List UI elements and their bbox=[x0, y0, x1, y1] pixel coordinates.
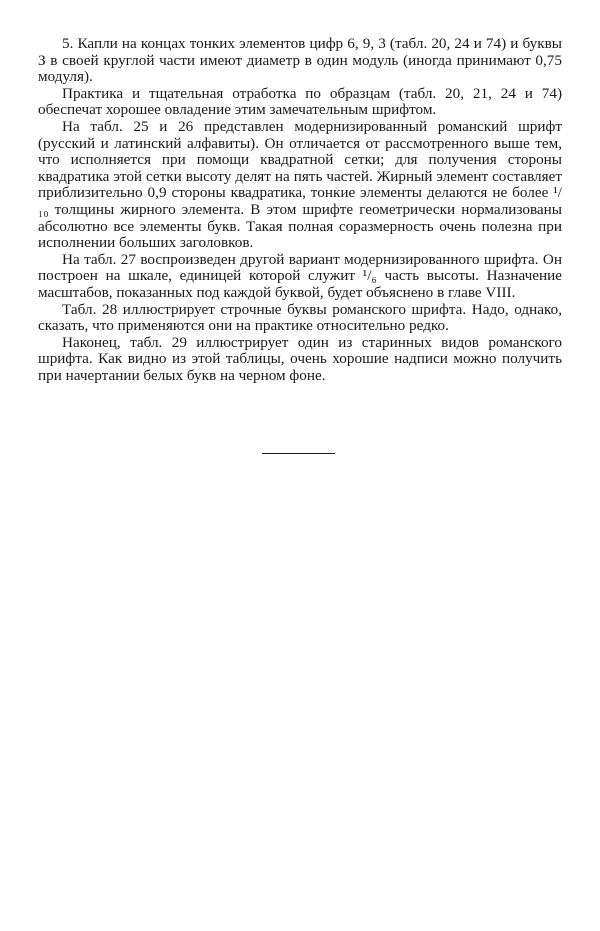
section-end-rule bbox=[262, 453, 335, 454]
paragraph-variant: На табл. 27 воспроизведен другой вариант модернизированного шрифта. Он построен на шкале, единицей которой служит ¹/₆ часть высоты. Назначение масштабов, показанных под каждой буквой, будет объяснено в главе VIII. bbox=[38, 250, 562, 301]
body-text bbox=[38, 36, 562, 384]
paragraph-practice: Практика и тщательная отработка по образцам (табл. 20, 21, 24 и 74) обеспечат хорошее овладение этим замечательным шрифтом. bbox=[38, 84, 562, 119]
paragraph-capli: 5. Капли на концах тонких элементов цифр 6, 9, 3 (табл. 20, 24 и 74) и буквы З в своей круглой части имеют диаметр в один модуль (иногда принимают 0,75 модуля). bbox=[38, 35, 562, 86]
paragraph-modernized-roman: На табл. 25 и 26 представлен модернизированный романский шрифт (русский и латинский алфавиты). Он отличается от рассмотренного выше тем, что исполняется при помощи квадратной сетки; для получения стороны квадратика этой сетки высоту делят на пять частей. Жирный элемент составляет приблизительно 0,9 стороны квадратика, тонкие элементы делаются не более ¹/₁₀ толщины жирного элемента. В этом шрифте геометрически нормализованы абсолютно все элементы букв. Такая полная соразмерность очень полезна при исполнении больших заголовков. bbox=[38, 117, 562, 252]
paragraph-old-roman: Наконец, табл. 29 иллюстрирует один из старинных видов романского шрифта. Как видно из этой таблицы, очень хорошие надписи можно получить при начертании белых букв на черном фоне. bbox=[38, 333, 562, 384]
paragraph-lowercase: Табл. 28 иллюстрирует строчные буквы романского шрифта. Надо, однако, сказать, что применяются они на практике относительно редко. bbox=[38, 300, 562, 335]
